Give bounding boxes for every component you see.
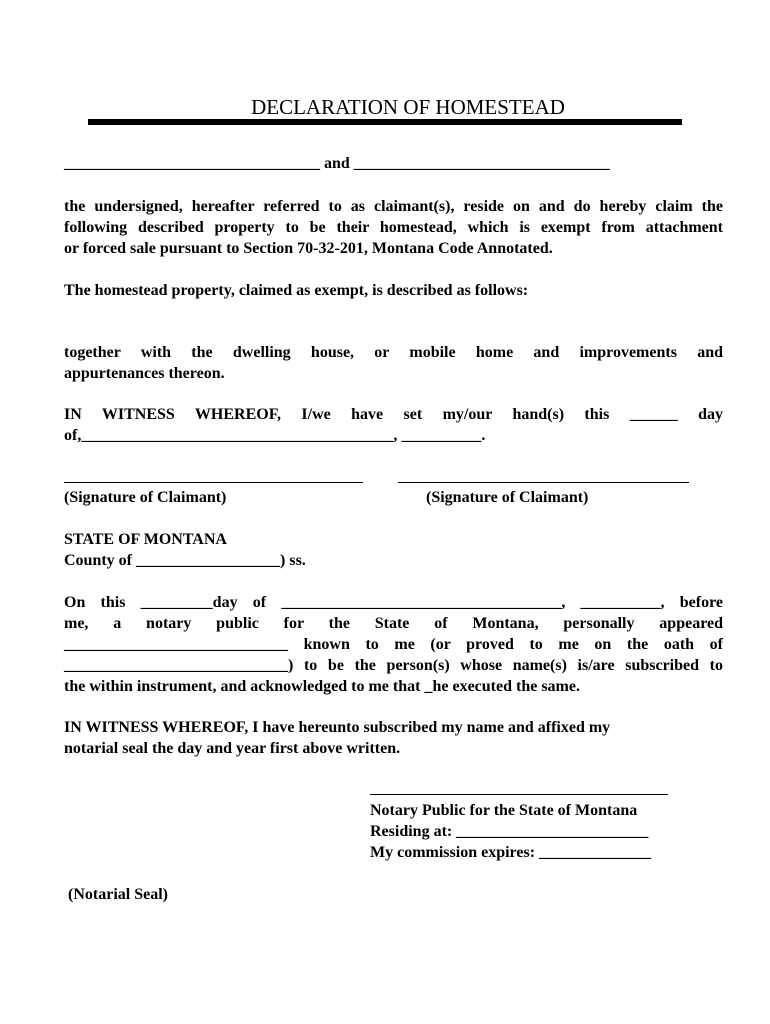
notary-title-line: Notary Public for the State of Montana — [370, 802, 638, 819]
county-line: County of __________________) ss. — [64, 552, 306, 569]
claim-paragraph-line-2: following described property to be their homestead, which is exempt from attachment — [64, 219, 723, 236]
notary-commission-line: My commission expires: ______________ — [370, 844, 652, 861]
state-heading: STATE OF MONTANA — [64, 531, 227, 548]
notarial-seal-label: (Notarial Seal) — [68, 886, 168, 903]
claimant-signature-line-1 — [64, 482, 363, 484]
claim-paragraph-line-3: or forced sale pursuant to Section 70-32-201, Montana Code Annotated. — [64, 240, 553, 257]
document-title: DECLARATION OF HOMESTEAD — [251, 95, 565, 119]
acknowledgment-line-3: ____________________________ known to me (or proved to me on the oath of — [64, 636, 723, 653]
witness-paragraph-line-1: IN WITNESS WHEREOF, I/we have set my/our hand(s) this ______ day — [64, 406, 723, 423]
claimant-names-line: ________________________________ and ________________________________ — [64, 155, 610, 172]
property-intro: The homestead property, claimed as exempt, is described as follows: — [64, 282, 529, 299]
notary-residing-line: Residing at: ________________________ — [370, 823, 649, 840]
notary-witness-line-2: notarial seal the day and year first above written. — [64, 740, 401, 757]
notary-witness-line-1: IN WITNESS WHEREOF, I have hereunto subscribed my name and affixed my — [64, 719, 611, 736]
dwelling-paragraph-line-1: together with the dwelling house, or mobile home and improvements and — [64, 344, 723, 361]
acknowledgment-line-5: the within instrument, and acknowledged to me that _he executed the same. — [64, 678, 580, 695]
claimant-signature-line-2 — [398, 482, 689, 484]
acknowledgment-line-2: me, a notary public for the State of Montana, personally appeared — [64, 615, 723, 632]
signature-label-1: (Signature of Claimant) — [64, 489, 227, 506]
dwelling-paragraph-line-2: appurtenances thereon. — [64, 365, 225, 382]
claim-paragraph-line-1: the undersigned, hereafter referred to as claimant(s), reside on and do hereby claim the — [64, 198, 723, 215]
signature-label-2: (Signature of Claimant) — [426, 489, 589, 506]
title-underline — [88, 119, 682, 125]
acknowledgment-line-1: On this _________day of ___________________________________, __________, before — [64, 594, 723, 611]
acknowledgment-line-4: ____________________________) to be the person(s) whose name(s) is/are subscribed to — [64, 657, 723, 674]
witness-paragraph-line-2: of,_______________________________________, __________. — [64, 427, 486, 444]
notary-signature-line — [370, 794, 668, 796]
